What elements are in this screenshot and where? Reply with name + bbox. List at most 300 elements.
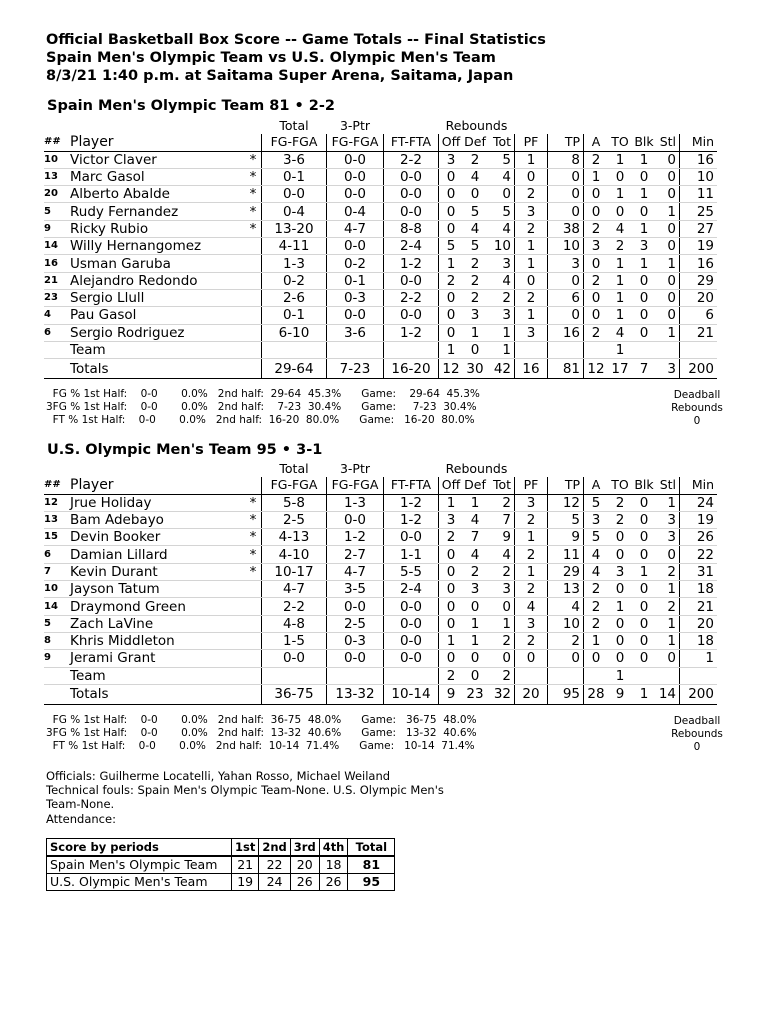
player-row: [44, 650, 717, 667]
stat-min: 1: [680, 650, 718, 667]
stat-def: 2: [463, 289, 487, 306]
column-header: Player: [70, 477, 245, 494]
stat-tp: 16: [548, 324, 584, 341]
period-score: 20: [290, 856, 319, 874]
stat-fg: 4-13: [262, 529, 327, 546]
stat-to: 0: [608, 203, 632, 220]
stat-stl: 0: [656, 272, 680, 289]
stat-min: 18: [680, 632, 718, 649]
stat-a: 1: [584, 168, 609, 185]
spacer-cell: [680, 118, 718, 134]
stat-pf: 2: [515, 220, 548, 237]
stat-min: 10: [680, 168, 718, 185]
starter-marker: *: [245, 511, 262, 528]
periods-header-cell: 1st: [232, 839, 259, 857]
stat-tot: 1: [487, 615, 515, 632]
spacer-cell: [245, 118, 262, 134]
column-header: FG-FGA: [327, 134, 384, 151]
box-score-table: [44, 461, 717, 705]
column-header: TP: [548, 134, 584, 151]
column-header: Blk: [632, 134, 656, 151]
stat-tot: 1: [487, 341, 515, 358]
stat-pf: 2: [515, 186, 548, 203]
period-score: 24: [259, 874, 290, 891]
total-def: 30: [463, 359, 487, 379]
stat-blk: 1: [632, 220, 656, 237]
stat-stl: 2: [656, 598, 680, 615]
stat-def: 2: [463, 151, 487, 168]
stat-pf: 1: [515, 563, 548, 580]
starter-marker: *: [245, 494, 262, 511]
starter-marker: [245, 341, 262, 358]
deadball-rebounds-label: Rebounds: [671, 402, 723, 414]
stat-min: 21: [680, 324, 718, 341]
stat-ft: 0-0: [384, 307, 439, 324]
stat-fg: 1-5: [262, 632, 327, 649]
stat-tp3: 0-0: [327, 186, 384, 203]
stat-off: 1: [439, 632, 464, 649]
stat-pf: 1: [515, 238, 548, 255]
stat-def: 0: [463, 186, 487, 203]
column-header: Def: [464, 477, 486, 493]
spacer-cell: [608, 118, 632, 134]
column-header: A: [584, 134, 609, 151]
stat-min: 20: [680, 289, 718, 306]
starter-marker: [245, 615, 262, 632]
stat-tp3: 0-0: [327, 151, 384, 168]
stat-stl: 0: [656, 168, 680, 185]
stat-tp3: 3-5: [327, 581, 384, 598]
stat-pf: [515, 667, 548, 684]
stat-off: 1: [439, 341, 464, 358]
stat-blk: 0: [632, 632, 656, 649]
stat-tp: 3: [548, 255, 584, 272]
spacer-cell: [44, 461, 70, 477]
stat-ft: 1-2: [384, 255, 439, 272]
jersey-number: 9: [44, 650, 70, 667]
group-header-total: Total: [279, 118, 309, 134]
stat-pf: 2: [515, 632, 548, 649]
stat-off: 1: [439, 255, 464, 272]
stat-tp: 12: [548, 494, 584, 511]
stat-min: 22: [680, 546, 718, 563]
player-name: Victor Claver: [70, 151, 245, 168]
stat-stl: 1: [656, 581, 680, 598]
stat-ft: 0-0: [384, 615, 439, 632]
stat-a: 3: [584, 238, 609, 255]
spacer-cell: [632, 461, 656, 477]
starter-marker: *: [245, 203, 262, 220]
period-score: 19: [232, 874, 259, 891]
stat-tp3: 0-3: [327, 289, 384, 306]
stat-fg: 6-10: [262, 324, 327, 341]
stat-tp: 10: [548, 238, 584, 255]
stat-ft: 1-2: [384, 494, 439, 511]
stat-off: 0: [439, 546, 464, 563]
spacer-cell: [680, 461, 718, 477]
starter-marker: [245, 324, 262, 341]
column-header: Off: [439, 134, 464, 151]
stat-blk: 0: [632, 650, 656, 667]
stat-tot: 0: [487, 650, 515, 667]
total-ft: 16-20: [384, 359, 439, 379]
stat-pf: 1: [515, 307, 548, 324]
player-name: Marc Gasol: [70, 168, 245, 185]
deadball-rebounds-label: Rebounds: [671, 728, 723, 740]
stat-a: [584, 341, 609, 358]
stat-tp: 5: [548, 511, 584, 528]
total-score: 81: [348, 856, 395, 874]
stat-def: 7: [463, 529, 487, 546]
group-header-3ptr: 3-Ptr: [339, 461, 371, 477]
stat-pf: 3: [515, 324, 548, 341]
stat-min: 16: [680, 151, 718, 168]
stat-min: 11: [680, 186, 718, 203]
stat-min: [680, 341, 718, 358]
total-tot: 32: [487, 684, 515, 704]
stat-to: 1: [608, 341, 632, 358]
spacer-cell: [608, 461, 632, 477]
stat-off: 2: [439, 272, 464, 289]
stat-to: 0: [608, 168, 632, 185]
total-pf: 16: [515, 359, 548, 379]
total-score: 95: [348, 874, 395, 891]
stat-stl: 0: [656, 650, 680, 667]
stat-to: 3: [608, 563, 632, 580]
column-header: TP: [548, 477, 584, 494]
stat-off: 0: [439, 307, 464, 324]
spacer-cell: [245, 461, 262, 477]
stat-to: 0: [608, 529, 632, 546]
stat-tot: 5: [487, 203, 515, 220]
group-header-3ptr: 3-Ptr: [339, 118, 371, 134]
stat-a: 0: [584, 186, 609, 203]
stat-a: 0: [584, 203, 609, 220]
total-off: 9: [439, 684, 464, 704]
totals-label: Totals: [70, 359, 245, 379]
player-name: Zach LaVine: [70, 615, 245, 632]
player-row: [44, 341, 717, 358]
stat-tp: 10: [548, 615, 584, 632]
stat-def: 4: [463, 220, 487, 237]
deadball-label: Deadball: [673, 389, 721, 401]
stat-pf: 2: [515, 546, 548, 563]
stat-ft: 0-0: [384, 529, 439, 546]
starter-marker: [245, 307, 262, 324]
stat-pf: 2: [515, 581, 548, 598]
score-by-periods-table: [46, 838, 395, 891]
stat-stl: 0: [656, 238, 680, 255]
stat-a: 3: [584, 511, 609, 528]
stat-tp: 0: [548, 203, 584, 220]
stat-a: 5: [584, 494, 609, 511]
stat-blk: 0: [632, 529, 656, 546]
stat-tp3: 0-4: [327, 203, 384, 220]
player-row: [44, 203, 717, 220]
stat-blk: 1: [632, 186, 656, 203]
stat-stl: 1: [656, 494, 680, 511]
player-row: [44, 511, 717, 528]
stat-tot: 7: [487, 511, 515, 528]
stat-a: 2: [584, 581, 609, 598]
totals-label: Totals: [70, 684, 245, 704]
stat-blk: 0: [632, 615, 656, 632]
spacer-cell: [656, 118, 680, 134]
stat-def: 0: [463, 598, 487, 615]
stat-to: 1: [608, 307, 632, 324]
player-row: [44, 494, 717, 511]
player-name: Khris Middleton: [70, 632, 245, 649]
stat-pf: 1: [515, 529, 548, 546]
stat-a: 0: [584, 650, 609, 667]
stat-def: 4: [463, 168, 487, 185]
stat-a: 4: [584, 546, 609, 563]
stat-blk: 0: [632, 546, 656, 563]
stat-to: 1: [608, 667, 632, 684]
stat-blk: 1: [632, 151, 656, 168]
starter-marker: *: [245, 186, 262, 203]
stat-tp: 29: [548, 563, 584, 580]
player-row: [44, 615, 717, 632]
periods-header-cell: 3rd: [290, 839, 319, 857]
stat-to: 2: [608, 238, 632, 255]
stat-off: 1: [439, 494, 464, 511]
stat-off: 2: [439, 667, 464, 684]
stat-off: 0: [439, 650, 464, 667]
stat-to: 0: [608, 581, 632, 598]
player-name: Jerami Grant: [70, 650, 245, 667]
player-name: Sergio Rodriguez: [70, 324, 245, 341]
stat-off: 0: [439, 220, 464, 237]
stat-to: 1: [608, 255, 632, 272]
box-score-table: [44, 118, 717, 379]
shooting-percentages: FG % 1st Half: 0-0 0.0% 2nd half: 29-64 45.3% Game: 29-64 45.3% 3FG % 1st Half: 0-0 0.0% 2nd half: 7-23 30.4% Game: 7-23 30.4% FT % 1st Half: 0-0 0.0% 2nd half: 16-20 80.0% Game: 16-20 80.0%: [46, 388, 480, 426]
stat-def: 2: [463, 563, 487, 580]
matchup-title: Spain Men's Olympic Team vs U.S. Olympic Men's Team: [46, 50, 496, 66]
column-header: Tot: [487, 477, 515, 494]
player-name: Draymond Green: [70, 598, 245, 615]
jersey-number: [44, 341, 70, 358]
stat-tp3: 0-1: [327, 272, 384, 289]
column-header: FG-FGA: [262, 477, 327, 494]
stat-min: 26: [680, 529, 718, 546]
stat-fg: 0-0: [262, 186, 327, 203]
player-name: Jrue Holiday: [70, 494, 245, 511]
stat-off: 3: [439, 511, 464, 528]
stat-to: 2: [608, 494, 632, 511]
stat-def: 4: [463, 511, 487, 528]
stat-def: 0: [463, 667, 487, 684]
column-header: PF: [515, 477, 548, 494]
stat-ft: 2-2: [384, 289, 439, 306]
stat-stl: 1: [656, 632, 680, 649]
stat-tot: 10: [487, 238, 515, 255]
total-tot: 42: [487, 359, 515, 379]
stat-def: 1: [463, 324, 487, 341]
stat-fg: 0-1: [262, 307, 327, 324]
stat-def: 1: [463, 632, 487, 649]
jersey-number: 20: [44, 186, 70, 203]
player-row: [44, 272, 717, 289]
stat-tot: 2: [487, 563, 515, 580]
column-header: FG-FGA: [327, 477, 384, 494]
game-date-venue: 8/3/21 1:40 p.m. at Saitama Super Arena, Saitama, Japan: [46, 68, 514, 84]
column-header: A: [584, 477, 609, 494]
starter-marker: [245, 667, 262, 684]
period-score: 22: [259, 856, 290, 874]
spacer-cell: [384, 118, 439, 134]
stat-tot: 0: [487, 186, 515, 203]
stat-tp3: [327, 341, 384, 358]
stat-pf: 2: [515, 511, 548, 528]
stat-min: 18: [680, 581, 718, 598]
jersey-number: 10: [44, 581, 70, 598]
stat-tp: 0: [548, 168, 584, 185]
stat-fg: 0-2: [262, 272, 327, 289]
stat-stl: 0: [656, 220, 680, 237]
stat-tot: 4: [487, 546, 515, 563]
stat-stl: 0: [656, 546, 680, 563]
stat-off: 2: [439, 529, 464, 546]
stat-ft: 2-4: [384, 581, 439, 598]
spacer-cell: [70, 461, 245, 477]
stat-fg: 4-10: [262, 546, 327, 563]
stat-stl: 1: [656, 615, 680, 632]
stat-fg: 3-6: [262, 151, 327, 168]
stat-fg: [262, 667, 327, 684]
jersey-number: 15: [44, 529, 70, 546]
stat-tp: 0: [548, 272, 584, 289]
player-row: [44, 151, 717, 168]
stat-stl: 1: [656, 203, 680, 220]
stat-tot: 3: [487, 255, 515, 272]
stat-to: 1: [608, 598, 632, 615]
stat-tp: 0: [548, 186, 584, 203]
starter-marker: *: [245, 529, 262, 546]
stat-tp3: [327, 667, 384, 684]
column-header: Def: [464, 134, 486, 150]
stat-a: 1: [584, 632, 609, 649]
stat-tot: 9: [487, 529, 515, 546]
column-header: ##: [44, 477, 70, 494]
stat-blk: 0: [632, 272, 656, 289]
totals-row: [44, 359, 717, 379]
stat-tp: 38: [548, 220, 584, 237]
jersey-number: 13: [44, 168, 70, 185]
jersey-number: 4: [44, 307, 70, 324]
stat-tp3: 2-5: [327, 615, 384, 632]
column-header: ##: [44, 134, 70, 151]
deadball-rebounds: [660, 389, 734, 428]
stat-off: 0: [439, 289, 464, 306]
spacer-cell: [70, 118, 245, 134]
player-name: Team: [70, 341, 245, 358]
stat-tot: 4: [487, 220, 515, 237]
total-fg: 29-64: [262, 359, 327, 379]
stat-a: 2: [584, 324, 609, 341]
stat-ft: 1-1: [384, 546, 439, 563]
player-row: [44, 546, 717, 563]
jersey-number: 21: [44, 272, 70, 289]
stat-a: 2: [584, 615, 609, 632]
stat-tp: 2: [548, 632, 584, 649]
stat-to: 1: [608, 151, 632, 168]
spacer-cell: [44, 684, 70, 704]
starter-marker: [245, 255, 262, 272]
jersey-number: 14: [44, 598, 70, 615]
stat-min: 31: [680, 563, 718, 580]
stat-stl: 1: [656, 255, 680, 272]
stat-a: 2: [584, 272, 609, 289]
stat-tp3: 0-2: [327, 255, 384, 272]
stat-tot: 0: [487, 598, 515, 615]
spacer-cell: [44, 359, 70, 379]
stat-tot: 2: [487, 289, 515, 306]
stat-stl: 1: [656, 324, 680, 341]
player-name: Devin Booker: [70, 529, 245, 546]
stat-min: 6: [680, 307, 718, 324]
stat-fg: 4-11: [262, 238, 327, 255]
game-officials-info: [46, 769, 466, 826]
stat-stl: 3: [656, 511, 680, 528]
stat-ft: 8-8: [384, 220, 439, 237]
stat-off: 0: [439, 203, 464, 220]
stat-tot: 5: [487, 151, 515, 168]
stat-to: 2: [608, 511, 632, 528]
stat-a: 2: [584, 598, 609, 615]
column-header: PF: [515, 134, 548, 151]
total-ft: 10-14: [384, 684, 439, 704]
jersey-number: 9: [44, 220, 70, 237]
stat-tp3: 0-0: [327, 168, 384, 185]
column-header: Min: [680, 477, 718, 494]
stat-tp3: 0-0: [327, 307, 384, 324]
stat-to: 4: [608, 324, 632, 341]
stat-fg: 2-2: [262, 598, 327, 615]
stat-def: 2: [463, 272, 487, 289]
stat-to: 1: [608, 186, 632, 203]
team-name: Spain Men's Olympic Team: [47, 856, 232, 874]
stat-pf: 3: [515, 494, 548, 511]
stat-a: 5: [584, 529, 609, 546]
periods-header-cell: 4th: [319, 839, 348, 857]
stat-min: 21: [680, 598, 718, 615]
stat-a: 0: [584, 307, 609, 324]
spacer-cell: [245, 477, 262, 494]
total-fg: 36-75: [262, 684, 327, 704]
player-name: Willy Hernangomez: [70, 238, 245, 255]
stat-pf: 1: [515, 255, 548, 272]
column-header: Off: [439, 477, 464, 494]
jersey-number: 7: [44, 563, 70, 580]
stat-tp: 6: [548, 289, 584, 306]
stat-min: 25: [680, 203, 718, 220]
total-tp: 81: [548, 359, 584, 379]
team-name: U.S. Olympic Men's Team: [47, 874, 232, 891]
stat-fg: [262, 341, 327, 358]
player-name: Jayson Tatum: [70, 581, 245, 598]
stat-pf: 1: [515, 151, 548, 168]
stat-def: 2: [463, 255, 487, 272]
spacer-cell: [44, 118, 70, 134]
stat-fg: 0-4: [262, 203, 327, 220]
stat-fg: 2-6: [262, 289, 327, 306]
total-a: 12: [584, 359, 609, 379]
player-row: [44, 255, 717, 272]
stat-ft: 1-2: [384, 511, 439, 528]
stat-pf: 2: [515, 289, 548, 306]
stat-pf: 3: [515, 615, 548, 632]
